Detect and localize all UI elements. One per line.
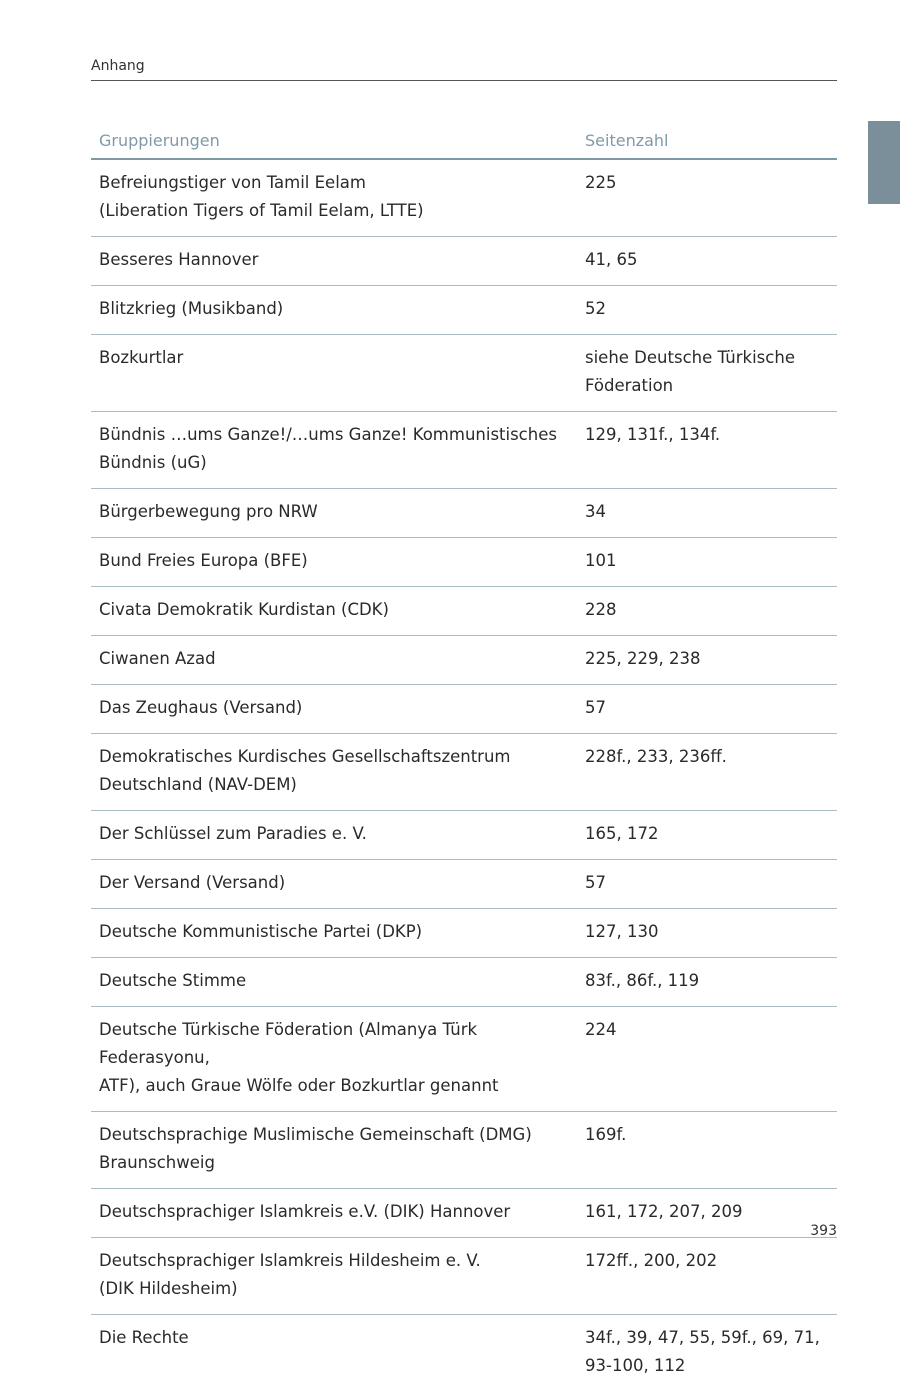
table-row: [91, 286, 837, 335]
chapter-tab-marker: [868, 121, 900, 204]
group-name: Deutschsprachiger Islamkreis e.V. (DIK) Hannover: [99, 1202, 511, 1221]
table-row: [91, 160, 837, 237]
group-name: Das Zeughaus (Versand): [99, 698, 303, 717]
table-row: [91, 909, 837, 958]
group-name: Deutsche Kommunistische Partei (DKP): [99, 922, 423, 941]
page-references: 34: [585, 502, 606, 521]
group-name: Blitzkrieg (Musikband): [99, 299, 284, 318]
page-references: 169f.: [585, 1125, 627, 1144]
table-row: [91, 538, 837, 587]
page-references: 52: [585, 299, 606, 318]
index-table: [91, 124, 837, 1391]
table-row: [91, 860, 837, 909]
page-references: 225, 229, 238: [585, 649, 701, 668]
group-name: Deutsche Türkische Föderation (Almanya Türk Federasyonu, ATF), auch Graue Wölfe oder Bozkurtlar genannt: [99, 1020, 499, 1095]
table-row: [91, 1238, 837, 1315]
page-references: 129, 131f., 134f.: [585, 425, 721, 444]
table-row: [91, 335, 837, 412]
page-references: 224: [585, 1020, 617, 1039]
page-references: 127, 130: [585, 922, 659, 941]
table-row: [91, 811, 837, 860]
running-head: Anhang: [91, 58, 145, 74]
table-row: [91, 237, 837, 286]
group-name: Der Schlüssel zum Paradies e. V.: [99, 824, 367, 843]
table-row: [91, 636, 837, 685]
group-name: Bürgerbewegung pro NRW: [99, 502, 318, 521]
group-name: Der Versand (Versand): [99, 873, 286, 892]
table-row: [91, 1315, 837, 1391]
page-references: 83f., 86f., 119: [585, 971, 700, 990]
table-row: [91, 1189, 837, 1238]
group-name: Civata Demokratik Kurdistan (CDK): [99, 600, 389, 619]
page-references: 161, 172, 207, 209: [585, 1202, 743, 1221]
table-body: [91, 160, 837, 1391]
group-name: Bozkurtlar: [99, 348, 184, 367]
column-header-groups: Gruppierungen: [99, 131, 220, 150]
table-row: [91, 587, 837, 636]
group-name: Besseres Hannover: [99, 250, 259, 269]
group-name: Deutschsprachige Muslimische Gemeinschaft (DMG) Braunschweig: [99, 1125, 532, 1172]
page-references: 34f., 39, 47, 55, 59f., 69, 71, 93-100, 112: [585, 1328, 820, 1375]
page-references: 165, 172: [585, 824, 659, 843]
table-row: [91, 734, 837, 811]
table-row: [91, 958, 837, 1007]
group-name: Demokratisches Kurdisches Gesellschaftszentrum Deutschland (NAV-DEM): [99, 747, 511, 794]
group-name: Deutschsprachiger Islamkreis Hildesheim e. V. (DIK Hildesheim): [99, 1251, 481, 1298]
column-header-pages: Seitenzahl: [585, 131, 669, 150]
page-number: 393: [810, 1223, 837, 1239]
page-references: 172ff., 200, 202: [585, 1251, 718, 1270]
page-references: 41, 65: [585, 250, 638, 269]
group-name: Deutsche Stimme: [99, 971, 247, 990]
table-row: [91, 1112, 837, 1189]
table-row: [91, 489, 837, 538]
page-references: 57: [585, 873, 606, 892]
table-header-row: [91, 124, 837, 160]
group-name: Ciwanen Azad: [99, 649, 216, 668]
group-name: Bund Freies Europa (BFE): [99, 551, 308, 570]
group-name: Bündnis …ums Ganze!/…ums Ganze! Kommunistisches Bündnis (uG): [99, 425, 557, 472]
page-references: 57: [585, 698, 606, 717]
page-references: 225: [585, 173, 617, 192]
header-rule: [91, 80, 837, 81]
table-row: [91, 1007, 837, 1112]
group-name: Befreiungstiger von Tamil Eelam (Liberation Tigers of Tamil Eelam, LTTE): [99, 173, 424, 220]
page-references: 228: [585, 600, 617, 619]
table-row: [91, 685, 837, 734]
page-references: 228f., 233, 236ff.: [585, 747, 727, 766]
page-references: siehe Deutsche Türkische Föderation: [585, 348, 795, 395]
page-references: 101: [585, 551, 617, 570]
table-row: [91, 412, 837, 489]
group-name: Die Rechte: [99, 1328, 189, 1347]
